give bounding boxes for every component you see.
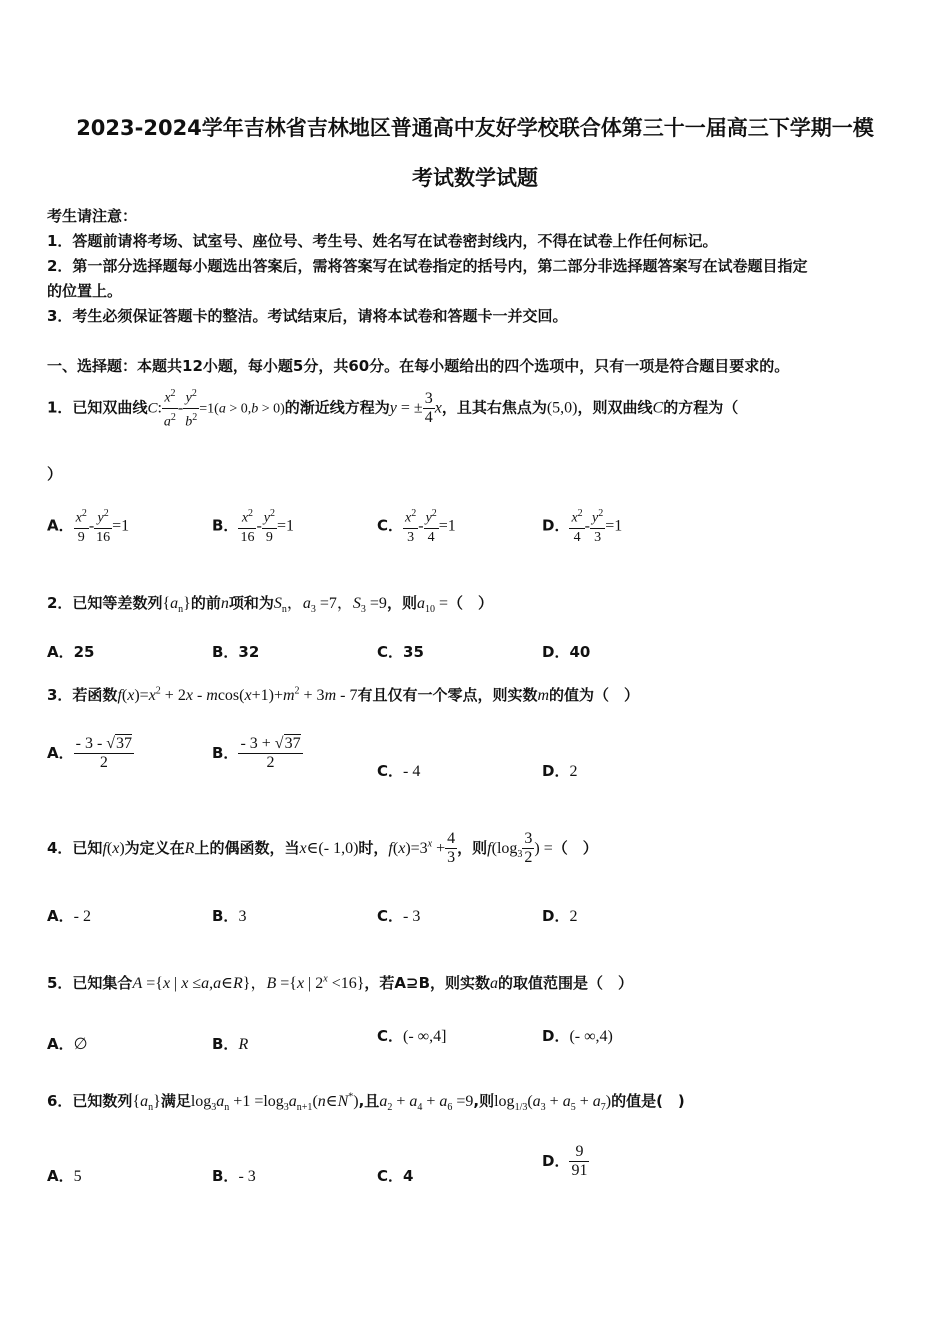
q3-option-c[interactable]: C．- 4 (377, 762, 421, 780)
question-4: 4．已知f(x)为定义在R上的偶函数，当x∈(- 1,0)时，$f(x)=3^x$ + $\frac{4}{3}$ ，则$f(\log_3$ $\frac{3}{2}$ ) =（ ） (47, 830, 598, 866)
q3-option-b[interactable]: B． $\frac{- 3 + √37}{2}$ (212, 735, 301, 771)
q4-option-b[interactable]: B．3 (212, 907, 247, 925)
q5-option-a[interactable]: A．∅ (47, 1035, 88, 1053)
notice-item-2b: 的位置上。 (47, 282, 123, 300)
q6-option-a[interactable]: A．5 (47, 1167, 82, 1185)
q6-option-b[interactable]: B．- 3 (212, 1167, 256, 1185)
q2-option-c[interactable]: C．35 (377, 643, 424, 661)
question-6: 6．已知数列$\{a_n\}$满足$\log_3a_n +1$ $=\log_3a_{n+1}(n\in N^*)$,且$a_2 + a_4 + a_6 =9$,则$\log_{1/3}(a_3 + a_5 + a_7)$的值是( ) (47, 1091, 685, 1114)
question-3: 3．若函数$f(x)=x^2 + 2x - mcos(x+1)+m^2 + 3m - 7$有且仅有一个零点，则实数m的值为（ ） (47, 685, 640, 704)
q6-option-c[interactable]: C．4 (377, 1167, 414, 1185)
q5-option-d[interactable]: D．(- ∞,4) (542, 1027, 613, 1045)
q4-option-c[interactable]: C．- 3 (377, 907, 421, 925)
notice-item-3: 3．考生必须保证答题卡的整洁。考试结束后，请将本试卷和答题卡一并交回。 (47, 307, 568, 325)
q4-option-d[interactable]: D．2 (542, 907, 578, 925)
question-2: 2．已知等差数列$\{a_n\}$的前n项和为$S_n$，$a_3 =7$，$S_3 =9$，则$a_{10}$ =（ ） (47, 594, 493, 616)
q1-option-b[interactable]: B． $\frac{x^2}{16}$ - $\frac{y^2}{9}$ =1 (212, 505, 294, 547)
question-1: 1．已知双曲线C: $\frac{x^2}{a^2}$ - $\frac{y^2}{b^2}$ =1(a > 0,b > 0)的渐近线方程为y = ± $\frac{3}{4}$ x，且其右焦点为(5,0)，则双曲线C的方程为（ (47, 385, 738, 431)
q2-option-d[interactable]: D．40 (542, 643, 591, 661)
q3-option-a[interactable]: A． $\frac{- 3 - √37}{2}$ (47, 735, 133, 771)
q2-option-b[interactable]: B．32 (212, 643, 260, 661)
question-1-close: ） (47, 465, 63, 483)
exam-title-line1: 2023-2024学年吉林省吉林地区普通高中友好学校联合体第三十一届高三下学期一模 (76, 116, 874, 140)
notice-heading: 考生请注意： (47, 207, 138, 225)
q3-option-d[interactable]: D．2 (542, 762, 578, 780)
section-heading: 一、选择题：本题共12小题，每小题5分，共60分。在每小题给出的四个选项中，只有一项是符合题目要求的。 (47, 357, 790, 375)
notice-item-2a: 2．第一部分选择题每小题选出答案后，需将答案写在试卷指定的括号内，第二部分非选择题答案写在试卷题目指定 (47, 257, 808, 275)
q1-option-c[interactable]: C． $\frac{x^2}{3}$ - $\frac{y^2}{4}$ =1 (377, 505, 456, 547)
q1-option-a[interactable]: A． $\frac{x^2}{9}$ - $\frac{y^2}{16}$ =1 (47, 505, 129, 547)
q5-option-c[interactable]: C．(- ∞,4] (377, 1027, 447, 1045)
q2-option-a[interactable]: A．25 (47, 643, 95, 661)
q4-option-a[interactable]: A．- 2 (47, 907, 91, 925)
exam-title-line2: 考试数学试题 (412, 166, 538, 190)
question-5: 5．已知集合A ={x | x ≤a,a∈R}，B ={x | $2^x <16$}，若A⊇B，则实数a的取值范围是（ ） (47, 973, 634, 992)
q5-option-b[interactable]: B．R (212, 1035, 249, 1053)
notice-item-1: 1．答题前请将考场、试室号、座位号、考生号、姓名写在试卷密封线内，不得在试卷上作任何标记。 (47, 232, 718, 250)
q1-option-d[interactable]: D． $\frac{x^2}{4}$ - $\frac{y^2}{3}$ =1 (542, 505, 622, 547)
q6-option-d[interactable]: D． $\frac{9}{91}$ (542, 1143, 588, 1179)
